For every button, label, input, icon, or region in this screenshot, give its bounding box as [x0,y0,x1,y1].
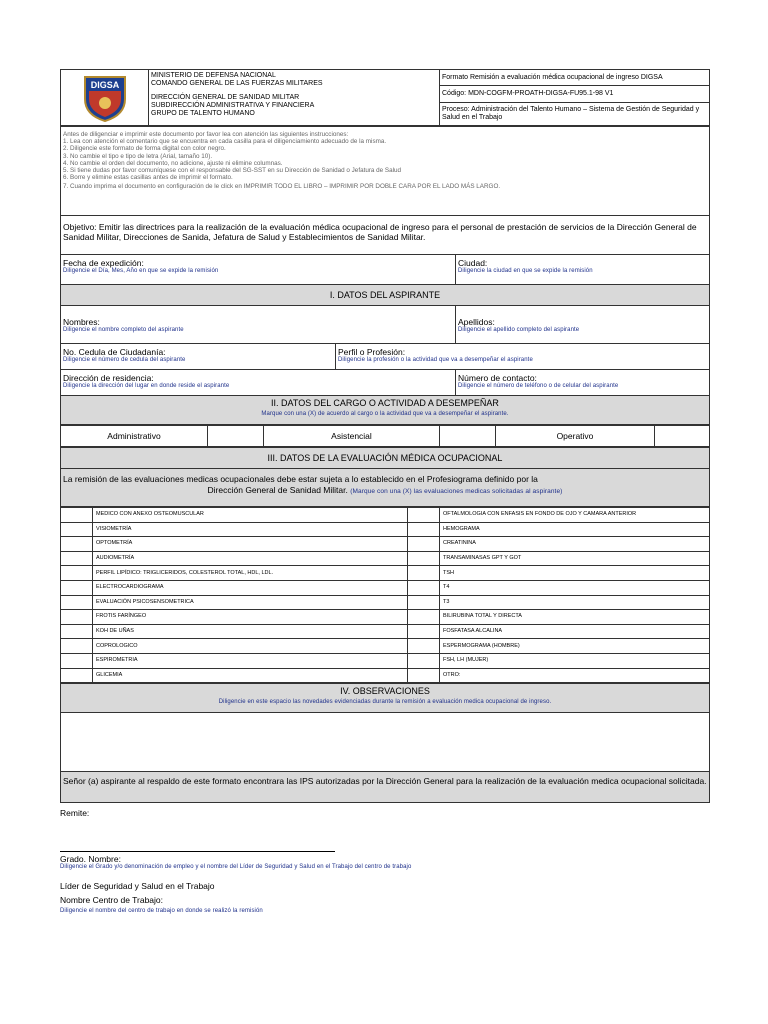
exam-label: OPTOMETRÍA [93,537,408,552]
cedula-field[interactable] [61,344,336,370]
apellidos-field[interactable] [456,306,710,344]
proceso-cell: Proceso: Administración del Talento Humano – Sistema de Gestión de Seguridad y Salud en el Trabajo [440,102,710,125]
exam-label: TRANSAMINASAS GPT Y GOT [440,551,710,566]
section-cargo-hint: Marque con una (X) de acuerdo al cargo o la actividad que va a desempeñar el aspirante. [261,411,509,417]
exam-label: AUDIOMETRÍA [93,551,408,566]
exam-label: EVALUACIÓN PSICOSENSOMETRICA [93,595,408,610]
exam-checkbox[interactable] [408,551,440,566]
section-observaciones-heading: IV. OBSERVACIONES [340,686,430,697]
grado-block [60,854,411,870]
cargo-operativo-label: Operativo [496,426,655,447]
exam-row [61,551,710,566]
exam-row [61,595,710,610]
contacto-hint: Diligencie el número de teléfono o de celular del aspirante [458,383,619,389]
section-aspirante-title: I. DATOS DEL ASPIRANTE [61,285,710,306]
signature-line [60,851,335,852]
exam-checkbox[interactable] [61,508,93,523]
instruction-line: 4. No cambie el orden del documento, no adicione, ajuste ni elimine columnas. [63,159,283,167]
cargo-asistencial-label: Asistencial [264,426,440,447]
exam-row [61,653,710,668]
exam-checkbox[interactable] [408,537,440,552]
section-evaluacion-title: III. DATOS DE LA EVALUACIÓN MÉDICA OCUPACIONAL [61,448,710,469]
exam-row [61,580,710,595]
residencia-field[interactable] [61,370,456,396]
exam-checkbox[interactable] [408,580,440,595]
exam-label: GLICEMIA [93,668,408,683]
org-line-5: SUBDIRECCIÓN ADMINISTRATIVA Y FINANCIERA [151,102,315,109]
instruction-line: 6. Borre y elimine estas casillas antes de imprimir el formato. [63,174,233,182]
cedula-label: No. Cedula de Ciudadanía: [63,347,166,357]
exam-checkbox[interactable] [408,653,440,668]
nombres-field[interactable] [61,306,456,344]
exam-checkbox[interactable] [61,566,93,581]
exam-label: FSH, LH (MUJER) [440,653,710,668]
instruction-line: 7. Cuando imprima el documento en configuración de le click en IMPRIMIR TODO EL LIBRO – IMPRIMIR POR DOBLE CARA POR EL LADO MÁS LARGO. [63,183,501,191]
observaciones-table [60,683,710,803]
evaluacion-intro-hint: (Marque con una (X) las evaluaciones medicas solicitadas al aspirante) [350,488,563,495]
exam-label: ESPERMOGRAMA (HOMBRE) [440,639,710,654]
fecha-label: Fecha de expedición: [63,258,144,268]
exam-checkbox[interactable] [61,610,93,625]
centro-label: Nombre Centro de Trabajo: [60,895,163,905]
exam-checkbox[interactable] [61,653,93,668]
section-cargo-heading: II. DATOS DEL CARGO O ACTIVIDAD A DESEMPEÑAR [271,398,499,408]
exam-label: COPROLOGICO [93,639,408,654]
exam-label: T3 [440,595,710,610]
evaluacion-intro-line-1: La remisión de las evaluaciones medicas ocupacionales debe estar sujeta a lo establecido en el Profesiograma definido por la [63,474,538,484]
apellidos-hint: Diligencie el apellido completo del aspirante [458,327,580,333]
exam-row [61,610,710,625]
instruction-line: 1. Lea con atención el comentario que se encuentra en cada casilla para el diligenciamiento adecuado de la misma. [63,138,387,146]
ciudad-field[interactable] [456,255,710,285]
instruction-line: 3. No cambie el tipo e tipo de letra (Arial, tamaño 10). [63,152,213,160]
objetivo-cell: Objetivo: Emitir las directrices para la realización de la evaluación médica ocupacional de ingreso para el personal de prestación de servicios de la Dirección General de Sanidad Militar, Direcciones de Sanida, Jefatura de Salud y Establecimientos de Sanidad Militar. [61,216,710,255]
cargo-administrativo-label: Administrativo [61,426,208,447]
exam-checkbox[interactable] [61,522,93,537]
cargo-administrativo-checkbox[interactable] [208,426,264,447]
nombres-label: Nombres: [63,317,100,327]
formato-cell: Formato Remisión a evaluación médica ocupacional de ingreso DIGSA [440,70,710,86]
exam-checkbox[interactable] [408,595,440,610]
exam-label: TSH [440,566,710,581]
residencia-label: Dirección de residencia: [63,373,154,383]
exam-row [61,668,710,683]
grado-hint: Diligencie el Grado y/o denominación de empleo y el nombre del Líder de Seguridad y Salud en el Trabajo del centro de trabajo [60,864,412,870]
cedula-hint: Diligencie el número de cedula del aspirante [63,357,186,363]
exam-checkbox[interactable] [408,508,440,523]
contacto-label: Número de contacto: [458,373,537,383]
exam-row [61,508,710,523]
exam-label: CREATININA [440,537,710,552]
digsa-shield-icon [82,73,128,123]
ciudad-hint: Diligencie la ciudad en que se expide la remisión [458,268,593,274]
logo-cell [61,70,149,126]
exam-row [61,566,710,581]
fecha-hint: Diligencie el Día, Mes, Año en que se expide la remisión [63,268,219,274]
exam-checkbox[interactable] [408,668,440,683]
org-line-4: DIRECCIÓN GENERAL DE SANIDAD MILITAR [151,94,300,101]
instruction-line: 2. Diligencie este formato de forma digital con color negro. [63,145,226,153]
nombres-hint: Diligencie el nombre completo del aspirante [63,327,184,333]
exam-checkbox[interactable] [61,624,93,639]
fecha-field[interactable] [61,255,456,285]
exams-table [60,507,710,683]
exam-checkbox[interactable] [61,639,93,654]
centro-hint: Diligencie el nombre del centro de trabajo en donde se realizó la remisión [60,908,263,914]
observaciones-input[interactable] [61,713,710,772]
perfil-field[interactable] [336,344,710,370]
exam-checkbox[interactable] [408,624,440,639]
exam-checkbox[interactable] [408,610,440,625]
apellidos-label: Apellidos: [458,317,495,327]
centro-block [60,895,263,914]
instructions-cell [61,127,710,216]
exam-label: ELECTROCARDIOGRAMA [93,580,408,595]
instruction-line: Antes de diligenciar e imprimir este documento por favor lea con atención las siguientes instrucciones: [63,131,349,138]
grado-label: Grado. Nombre: [60,854,121,864]
residencia-hint: Diligencie la dirección del lugar en donde reside el aspirante [63,383,230,389]
evaluacion-intro [61,469,710,507]
perfil-hint: Diligencie la profesión o la actividad que va a desempeñar el aspirante [338,357,533,363]
org-line-1: MINISTERIO DE DEFENSA NACIONAL [151,72,276,79]
exam-label: FOSFATASA ALCALINA [440,624,710,639]
section-observaciones-title [61,684,710,713]
org-line-2: COMANDO GENERAL DE LAS FUERZAS MILITARES [151,80,323,87]
exam-label: ESPIROMETRIA [93,653,408,668]
header-table [60,69,710,126]
instruction-line: 5. Si tiene dudas por favor comuníquese con el responsable del SG-SST en su Dirección de Sanidad o Jefatura de Salud [63,167,402,175]
exam-label: OFTALMOLOGIA CON ENFASIS EN FONDO DE OJO Y CAMARA ANTERIOR [440,508,710,523]
exam-checkbox[interactable] [61,595,93,610]
evaluacion-table [60,447,710,507]
cargo-table [60,425,710,447]
section-observaciones-hint: Diligencie en este espacio las novedades evidenciadas durante la remisión a evaluación medica ocupacional de ingreso. [218,699,552,706]
codigo-cell: Código: MDN-COGFM-PROATH-DIGSA-FU95.1-98 V1 [440,86,710,102]
perfil-label: Perfil o Profesión: [338,347,406,357]
exam-row [61,537,710,552]
evaluacion-intro-line-2: Dirección General de Sanidad Militar. [207,485,348,495]
form-table [60,126,710,425]
exam-checkbox[interactable] [408,639,440,654]
exam-checkbox[interactable] [61,668,93,683]
footer-note: Señor (a) aspirante al respaldo de este formato encontrara las IPS autorizadas por la Dirección General para la realización de la evaluación medica ocupacional solicitada. [61,772,710,803]
exam-checkbox[interactable] [61,580,93,595]
remite-label: Remite: [60,808,90,818]
lider-label: Líder de Seguridad y Salud en el Trabajo [60,881,215,891]
exam-label: T4 [440,580,710,595]
exam-row [61,639,710,654]
exam-label: VISIOMETRÍA [93,522,408,537]
exam-label: KOH DE UÑAS [93,624,408,639]
exam-label: FROTIS FARÍNGEO [93,610,408,625]
exam-label: MEDICO CON ANEXO OSTEOMUSCULAR [93,508,408,523]
exam-label: OTRO: [440,668,710,683]
org-line-6: GRUPO DE TALENTO HUMANO [151,110,255,117]
exam-label: PERFIL LIPÍDICO: TRIGLICERIDOS, COLESTEROL TOTAL, HDL, LDL. [93,566,408,581]
contacto-field[interactable] [456,370,710,396]
exam-checkbox[interactable] [408,522,440,537]
exam-label: BILIRUBINA TOTAL Y DIRECTA [440,610,710,625]
logo-text: DIGSA [90,79,119,90]
cargo-asistencial-checkbox[interactable] [440,426,496,447]
form-page [60,69,710,803]
exam-label: HEMOGRAMA [440,522,710,537]
exam-row [61,624,710,639]
cargo-operativo-checkbox[interactable] [655,426,710,447]
exam-checkbox[interactable] [408,566,440,581]
ciudad-label: Ciudad: [458,258,488,268]
exam-checkbox[interactable] [61,551,93,566]
org-cell [149,70,440,126]
exam-row [61,522,710,537]
exam-checkbox[interactable] [61,537,93,552]
section-cargo-title [61,396,710,425]
